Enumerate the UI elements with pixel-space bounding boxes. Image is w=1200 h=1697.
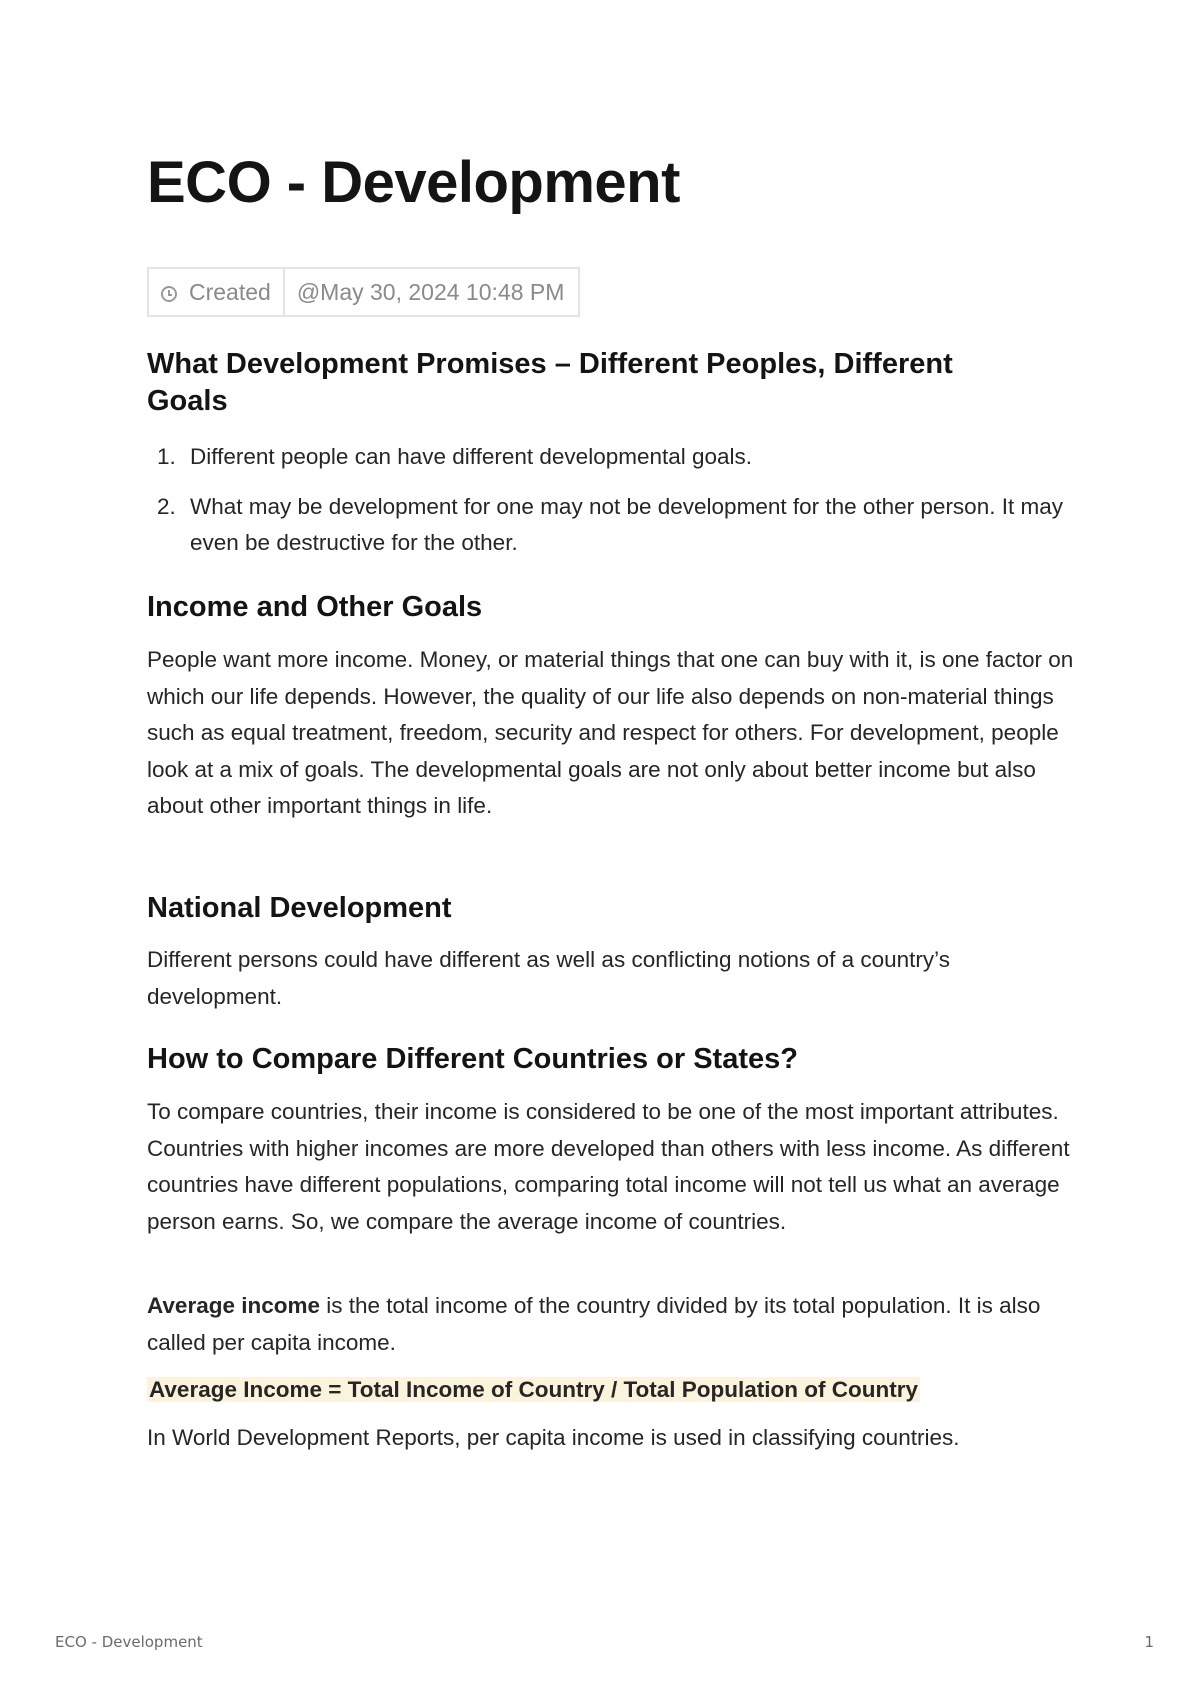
- section-heading-compare-countries: How to Compare Different Countries or States?: [147, 1043, 798, 1075]
- property-value[interactable]: @May 30, 2024 10:48 PM: [296, 278, 565, 305]
- property-label: Created: [189, 278, 271, 305]
- definition-text: is the total income of the country divided by its total population. It is also called per capita income.: [147, 1293, 1041, 1355]
- paragraph-income-goals: People want more income. Money, or material things that one can buy with it, is one factor on which our life depends. However, the quality of our life also depends on non-material things such as equal treatment, freedom, security and respect for others. For development, people look at a mix of goals. The developmental goals are not only about better income but also about other important things in life.: [147, 647, 1074, 818]
- section-heading-income-goals: Income and Other Goals: [147, 591, 483, 623]
- page-title: ECO - Development: [147, 150, 680, 215]
- list-item-text: What may be development for one may not be development for the other person. It may even be destructive for the other.: [190, 493, 1063, 555]
- clock-icon: [161, 286, 177, 302]
- formula-highlight: Average Income = Total Income of Country / Total Population of Country: [149, 1377, 919, 1402]
- list-number: 2.: [157, 493, 176, 519]
- list-item: [147, 489, 1077, 562]
- numbered-list: [147, 439, 1077, 575]
- footer-doc-name: ECO - Development: [55, 1633, 203, 1651]
- paragraph-national-development: Different persons could have different as well as conflicting notions of a country’s development.: [147, 947, 950, 1009]
- list-item-text: Different people can have different developmental goals.: [190, 444, 753, 469]
- definition-term: Average income: [147, 1293, 320, 1318]
- paragraph-world-development-reports: In World Development Reports, per capita income is used in classifying countries.: [147, 1425, 960, 1450]
- footer-page-number: 1: [1144, 1633, 1154, 1651]
- property-name: [149, 269, 285, 315]
- section-heading-development-promises: What Development Promises – Different Peoples, Different Goals: [147, 348, 953, 417]
- formula-paragraph: [147, 1372, 1077, 1409]
- paragraph-average-income-definition: [147, 1288, 1077, 1361]
- list-number: 1.: [157, 444, 176, 469]
- list-item: [147, 439, 1077, 476]
- paragraph-compare-countries: To compare countries, their income is considered to be one of the most important attributes. Countries with higher incomes are more developed than others with less income. As different countries have different populations, comparing total income will not tell us what an average person earns. So, we compare the average income of countries.: [147, 1099, 1070, 1234]
- property-row-created: [147, 267, 580, 317]
- section-heading-national-development: National Development: [147, 892, 452, 924]
